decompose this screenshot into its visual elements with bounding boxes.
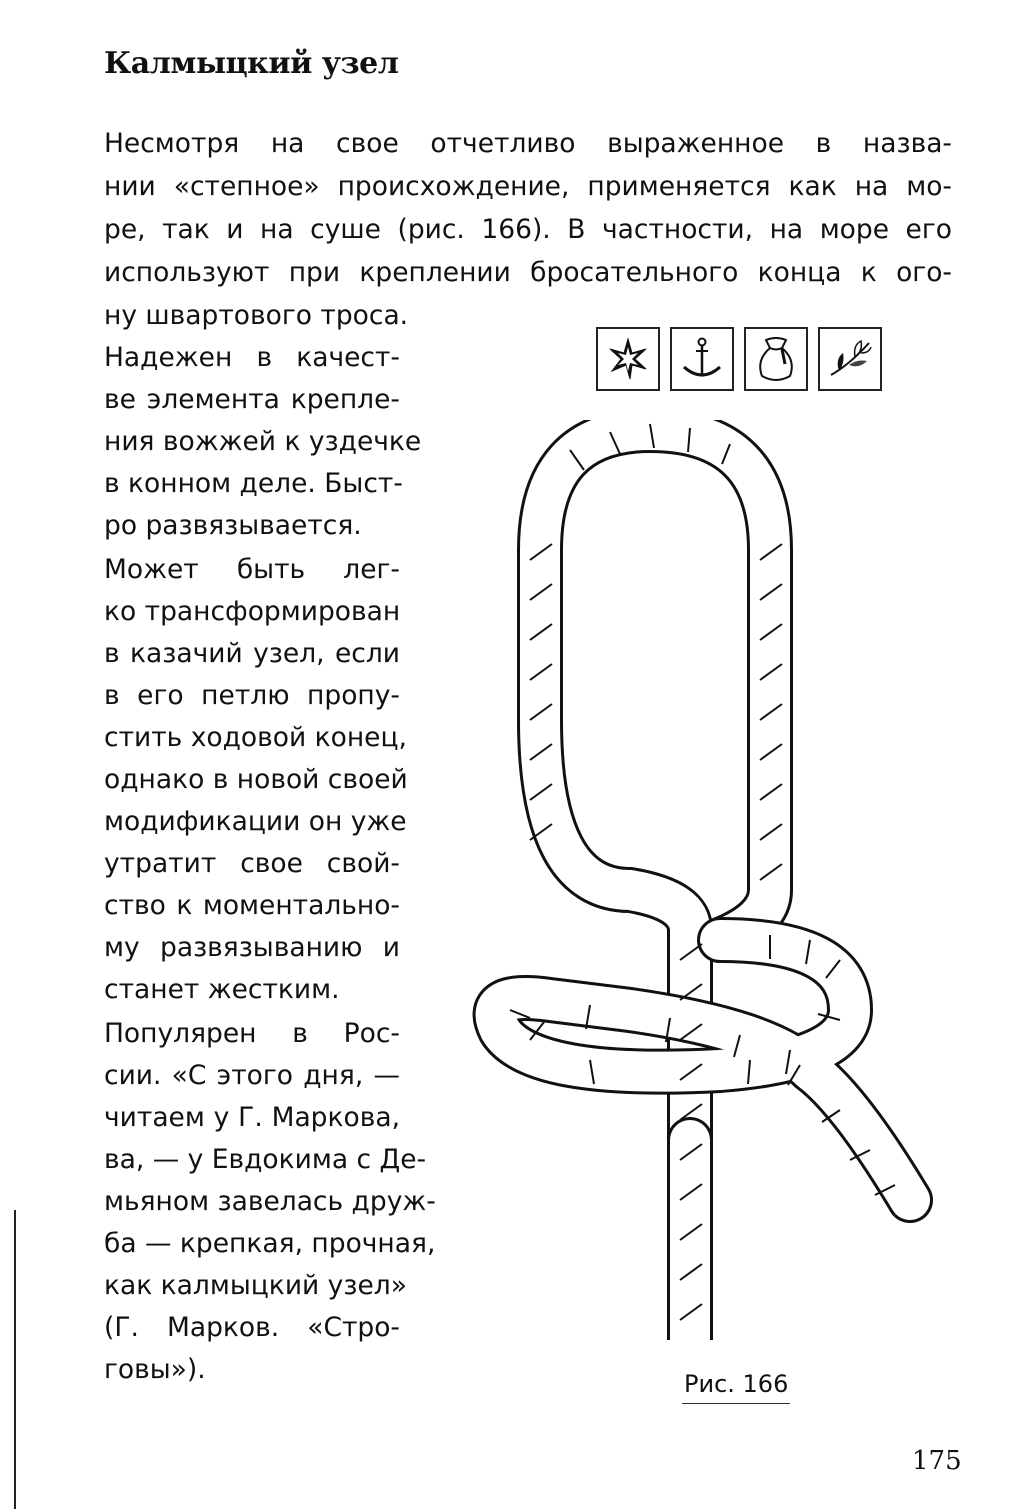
caption-underline <box>682 1403 790 1404</box>
col-line: однако в новой своей <box>104 764 408 795</box>
sack-icon <box>744 327 808 391</box>
knot-illustration <box>470 420 970 1340</box>
col-line: говы»). <box>104 1354 206 1385</box>
col-line: Может быть лег- <box>104 554 400 585</box>
col-line: модификации он уже <box>104 806 407 837</box>
section-title: Калмыцкий узел <box>104 46 399 81</box>
col-line: читаем у Г. Маркова, <box>104 1102 400 1133</box>
col-line: ве элемента крепле- <box>104 384 400 415</box>
figure-caption: Рис. 166 <box>684 1370 789 1398</box>
col-line: в его петлю пропу- <box>104 680 400 711</box>
col-line: мьяном завелась друж- <box>104 1186 436 1217</box>
anchor-icon <box>670 327 734 391</box>
intro-line: используют при креплении бросательного конца к ого- <box>104 257 952 288</box>
col-line: ко трансформирован <box>104 596 401 627</box>
intro-line: ну швартового троса. <box>104 300 409 331</box>
col-line: ро развязывается. <box>104 510 362 541</box>
col-line: ство к моментально- <box>104 890 400 921</box>
col-line: му развязыванию и <box>104 932 400 963</box>
col-line: утратит свое свой- <box>104 848 400 879</box>
col-line: (Г. Марков. «Стро- <box>104 1312 400 1343</box>
col-line: ба — крепкая, прочная, <box>104 1228 436 1259</box>
intro-line: нии «степное» происхождение, применяется как на мо- <box>104 171 952 202</box>
col-line: в казачий узел, если <box>104 638 400 669</box>
col-line: сии. «С этого дня, — <box>104 1060 400 1091</box>
intro-line: ре, так и на суше (рис. 166). В частности, на море его <box>104 214 952 245</box>
branch-icon <box>818 327 882 391</box>
col-line: в конном деле. Быст- <box>104 468 403 499</box>
col-line: Популярен в Рос- <box>104 1018 400 1049</box>
col-line: станет жестким. <box>104 974 340 1005</box>
col-line: Надежен в качест- <box>104 342 400 373</box>
scan-margin-line <box>14 1210 16 1509</box>
col-line: как калмыцкий узел» <box>104 1270 407 1301</box>
intro-line: Несмотря на свое отчетливо выраженное в назва- <box>104 128 952 159</box>
page-number: 175 <box>912 1446 962 1476</box>
col-line: ва, — у Евдокима с Де- <box>104 1144 427 1175</box>
usage-icons <box>596 327 882 391</box>
col-line: ния вожжей к уздечке <box>104 426 422 457</box>
compass-star-icon <box>596 327 660 391</box>
col-line: стить ходовой конец, <box>104 722 407 753</box>
